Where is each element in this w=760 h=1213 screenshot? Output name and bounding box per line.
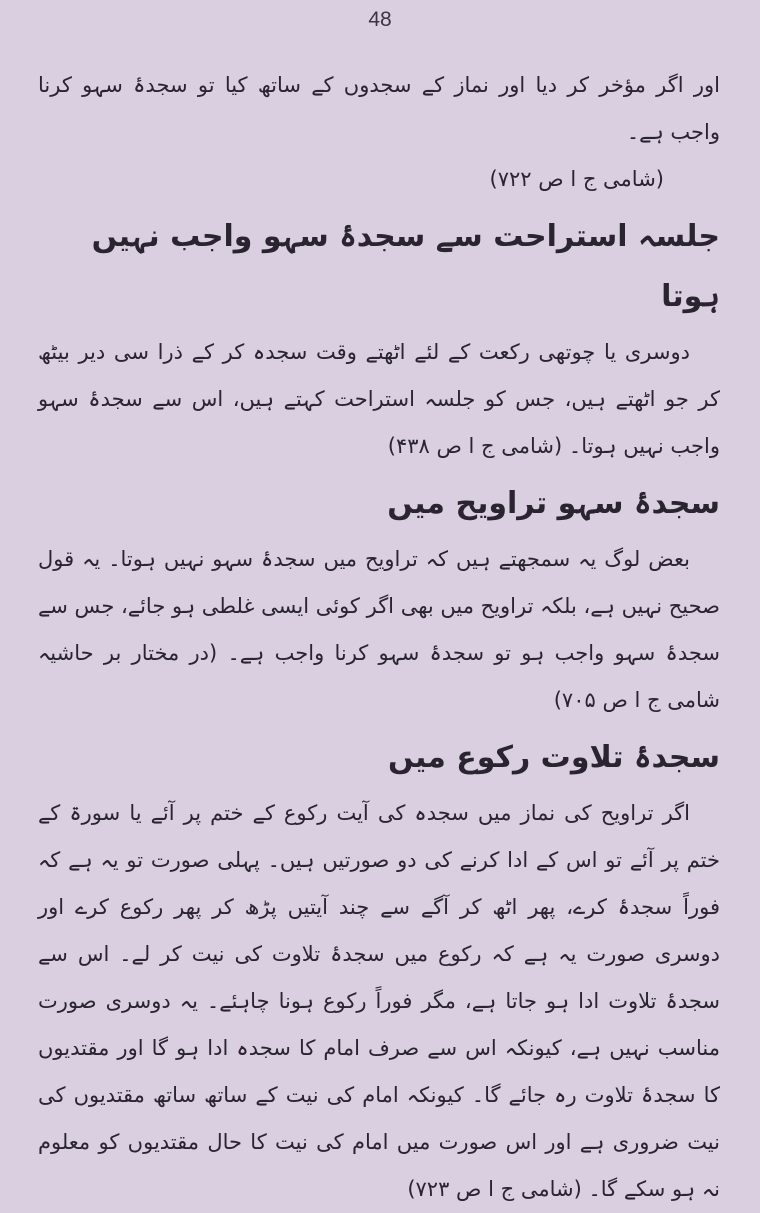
paragraph-sajda-sahw-taraweeh: بعض لوگ یہ سمجھتے ہیں کہ تراویح میں سجدۂ سہو نہیں ہوتا۔ یہ قول صحیح نہیں ہے، بلکہ تراویح میں بھی اگر کوئی ایسی غلطی ہو جائے، جس سے سجدۂ سہو واجب ہو تو سجدۂ سہو کرنا واجب ہے۔ (در مختار بر حاشیہ شامی ج ا ص ۷۰۵) [37, 547, 720, 712]
page-number: 48 [368, 8, 392, 31]
heading-jalsa-istirahat: جلسہ استراحت سے سجدۂ سہو واجب نہیں ہوتا [91, 219, 720, 314]
paragraph-sajda-tilawat-ruku: اگر تراویح کی نماز میں سجدہ کی آیت رکوع کے ختم پر آئے یا سورۃ کے ختم پر آئے تو اس کے ادا کرنے کی دو صورتیں ہیں۔ پہلی صورت تو یہ ہے کہ فوراً سجدۂ کرے، پھر اٹھ کر آگے سے چند آیتیں پڑھ کر پھر رکوع کرے اور دوسری صورت یہ ہے کہ رکوع میں سجدۂ تلاوت کی نیت کر لے۔ اس سے سجدۂ تلاوت ادا ہو جاتا ہے، مگر فوراً رکوع ہونا چاہئے۔ یہ دوسری صورت مناسب نہیں ہے، کیونکہ اس سے صرف امام کا سجدہ ادا ہو گا اور مقتدیوں کا سجدۂ تلاوت رہ جائے گا۔ کیونکہ امام کی نیت کے ساتھ ساتھ مقتدیوں کی نیت ضروری ہے اور اس صورت میں امام کی نیت کا حال مقتدیوں کو معلوم نہ ہو سکے گا۔ (شامی ج ا ص ۷۲۳) [38, 801, 720, 1201]
heading-sajda-sahw-taraweeh: سجدۂ سہو تراویح میں [387, 486, 720, 521]
heading-sajda-tilawat-ruku: سجدۂ تلاوت رکوع میں [387, 740, 720, 775]
reference-intro: (شامی ج ا ص ۷۲۲) [489, 167, 664, 191]
page-content [38, 62, 720, 1213]
paragraph-jalsa-istirahat: دوسری یا چوتھی رکعت کے لئے اٹھتے وقت سجدہ کر کے ذرا سی دیر بیٹھ کر جو اٹھتے ہیں، جس کو جلسہ استراحت کہتے ہیں، اس سے سجدۂ سہو واجب نہیں ہوتا۔ (شامی ج ا ص ۴۳۸) [38, 340, 720, 458]
paragraph-intro: اور اگر مؤخر کر دیا اور نماز کے سجدوں کے ساتھ کیا تو سجدۂ سہو کرنا واجب ہے۔ [38, 73, 720, 144]
